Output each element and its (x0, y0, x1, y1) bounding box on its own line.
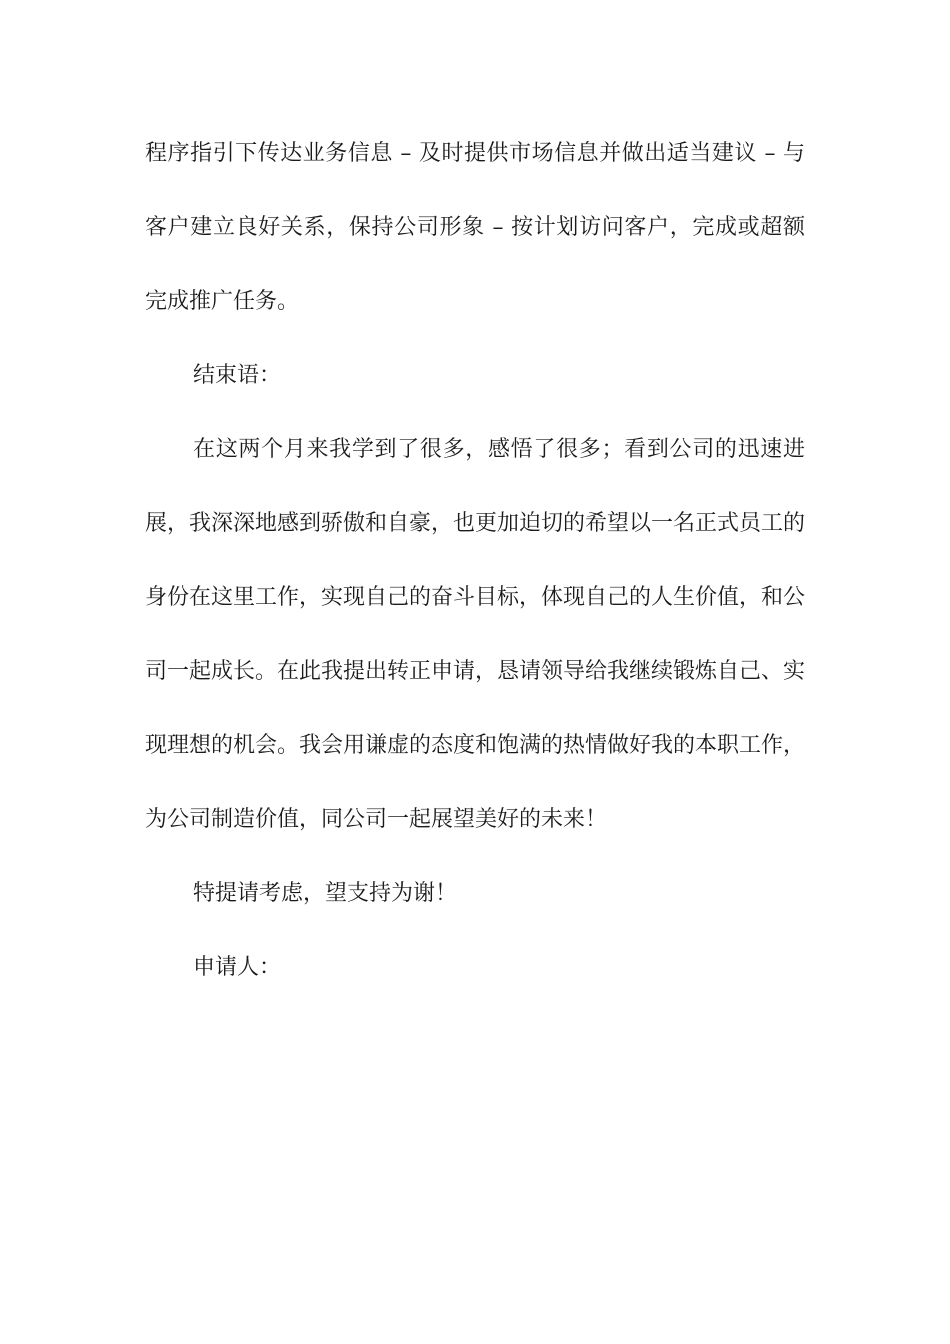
paragraph-closing-heading: 结束语： (193, 363, 282, 388)
paragraph-request: 特提请考虑，望支持为谢！ (193, 881, 458, 906)
paragraph-duties-continued: 程序指引下传达业务信息 – 及时提供市场信息并做出适当建议 – 与客户建立良好关系，保持公司形象 – 按计划访问客户，完成或超额完成推广任务。 (145, 141, 805, 314)
document-body (145, 117, 805, 1005)
paragraph-closing-body: 在这两个月来我学到了很多，感悟了很多；看到公司的迅速进展，我深深地感到骄傲和自豪，也更加迫切的希望以一名正式员工的身份在这里工作，实现自己的奋斗目标，体现自己的人生价值，和公司一起成长。在此我提出转正申请，恳请领导给我继续锻炼自己、实现理想的机会。我会用谦虚的态度和饱满的热情做好我的本职工作，为公司制造价值，同公司一起展望美好的未来！ (145, 437, 806, 832)
paragraph-applicant: 申请人： (193, 955, 282, 980)
